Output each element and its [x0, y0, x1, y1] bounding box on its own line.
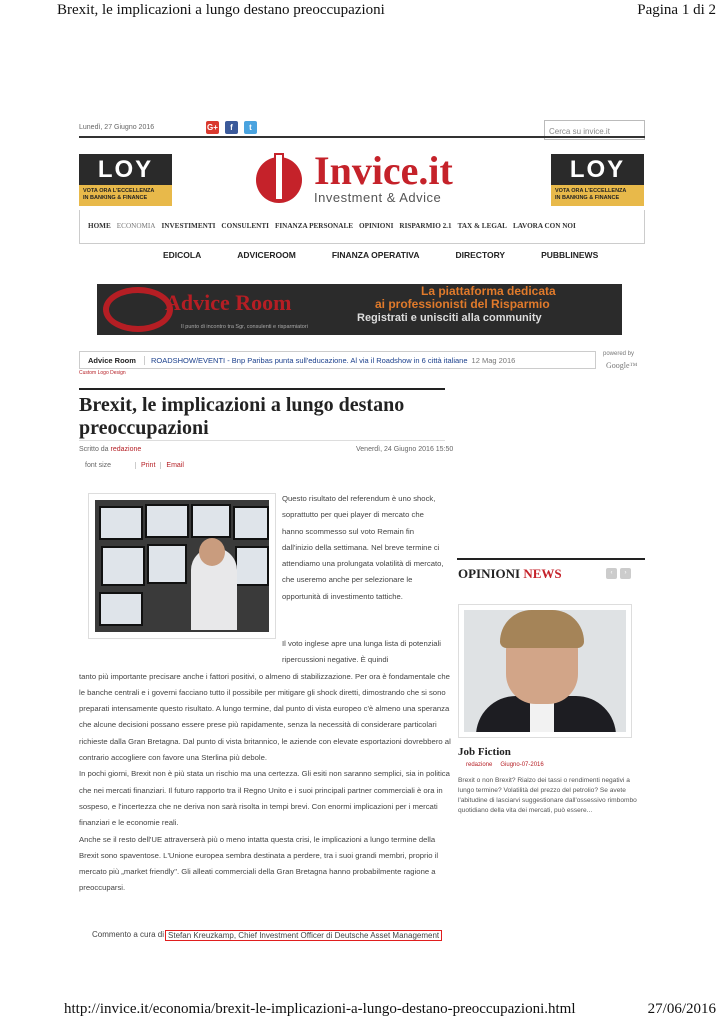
subnav-pubblinews[interactable]: PUBBLINEWS [541, 250, 599, 260]
google-plus-icon[interactable]: G+ [207, 123, 218, 132]
loy-ad-line2: IN BANKING & FINANCE [555, 195, 620, 201]
article-paragraph-2a: Il voto inglese apre una lunga lista di potenziali ripercussioni negative. È quindi [282, 639, 441, 665]
subnav-finanza-operativa[interactable]: FINANZA OPERATIVA [331, 250, 420, 260]
advice-room-logo-icon [103, 287, 173, 332]
opinioni-item-meta [466, 762, 544, 768]
loy-ad-line2: IN BANKING & FINANCE [83, 195, 148, 201]
chevron-right-icon[interactable]: › [620, 568, 631, 579]
nav-tax-legal[interactable]: TAX & LEGAL [457, 222, 507, 230]
banner-line3: Registrati e unisciti alla community [357, 312, 542, 324]
nav-consulenti[interactable]: CONSULENTI [221, 222, 269, 230]
article-paragraph-1: Questo risultato del referendum è uno shock, soprattutto per quei player di mercato che hanno scommesso sul voto Remain fin dall'inizio della settimana. Nel breve termine ci attendiamo una prolungata volatilità di mercato, che useremo anche per selezionare le opportunità di investimento tattiche. [282, 494, 444, 601]
news-ticker [79, 351, 596, 369]
email-link[interactable]: Email [160, 462, 189, 469]
logo-name: Invice.it [314, 148, 453, 193]
current-date: Lunedì, 27 Giugno 2016 [79, 124, 155, 131]
loy-ad-right[interactable] [551, 154, 644, 206]
article-divider [79, 388, 445, 390]
subnav-edicola[interactable]: EDICOLA [163, 250, 202, 260]
publish-date: Venerdì, 24 Giugno 2016 15:50 [356, 446, 454, 453]
written-by-label: Scritto da [79, 446, 109, 453]
byline [79, 446, 141, 453]
credit-name: Stefan Kreuzkamp, Chief Investment Officer di Deutsche Asset Management [165, 930, 442, 941]
banner-line4: Il punto di incontro tra Sgr, consulenti e risparmiatori [181, 324, 308, 330]
nav-risparmio[interactable]: RISPARMIO 2.1 [399, 222, 452, 230]
facebook-icon[interactable]: f [225, 121, 238, 134]
print-header-page: Pagina 1 di 2 [637, 2, 716, 18]
nav-economia[interactable]: ECONOMIA [116, 222, 156, 230]
social-links [206, 121, 257, 134]
credit-prefix: Commento a cura di [92, 930, 165, 939]
nav-finanza-personale[interactable]: FINANZA PERSONALE [274, 222, 354, 230]
opinioni-title: OPINIONI NEWS [458, 566, 562, 581]
opinioni-item-title[interactable]: Job Fiction [458, 746, 511, 758]
article-credit [92, 930, 442, 941]
search-input[interactable]: Cerca su invice.it [544, 120, 645, 140]
advice-room-banner[interactable] [97, 284, 622, 335]
article-paragraph-4: Anche se il resto dell'UE attraverserà più o meno intatta questa crisi, le implicazioni a lungo termine della Brexit sono spaventose. L'Unione europea sembra destinata a perdere, tra i suoi grandi membri, proprio il mercato più „market friendly". Gli alleati commerciali della Gran Bretagna hanno probabilmente ragione a preoccuparsi. [79, 834, 439, 893]
opinioni-item-date: Giugno-07-2016 [500, 762, 544, 768]
loy-ad-line1: VOTA ORA L'ECCELLENZA [555, 188, 627, 194]
ticker-link[interactable]: ROADSHOW/EVENTI - Bnp Paribas punta sull'educazione. Al via il Roadshow in 6 città italiane [150, 355, 468, 365]
loy-ad-left[interactable] [79, 154, 172, 206]
print-footer-date: 27/06/2016 [647, 1001, 716, 1017]
banner-line2: ai professionisti del Risparmio [375, 297, 550, 311]
opinioni-nav [606, 568, 631, 579]
opinioni-item-author[interactable]: redazione [466, 762, 493, 768]
print-footer-url: http://invice.it/economia/brexit-le-implicazioni-a-lungo-destano-preoccupazioni.html [64, 1001, 576, 1017]
sub-nav [163, 250, 598, 260]
powered-by: powered by [603, 351, 635, 357]
custom-logo-link[interactable]: Custom Logo Design [79, 370, 126, 376]
loy-ad-title: LOY [79, 154, 172, 185]
nav-opinioni[interactable]: OPINIONI [359, 222, 394, 230]
article-body [79, 636, 451, 897]
opinioni-divider [457, 558, 645, 560]
article-paragraph-2b: tanto più importante precisare anche i fattori positivi, o almeno di stabilizzazione. Per ora è fondamentale che le banche centrali e i governi facciano tutto il possibile per mitigare gli shock diretti, dimostrando che si sono preparati intensamente questo risultato. A lungo termine, dal punto di vista europeo c'è almeno una speranza che alcune decisioni possano essere prese più rapidamente, senza la necessità di considerare particolari richieste dalla Gran Bretagna. Dal punto di vista britannico, le aziende con elevate esportazioni dovrebbero al contrario accogliere con favore una Sterlina più debole. [79, 671, 451, 763]
chevron-left-icon[interactable]: ‹ [606, 568, 617, 579]
author-link[interactable]: redazione [110, 446, 142, 453]
article-tools [85, 462, 189, 469]
twitter-icon[interactable]: t [244, 121, 257, 134]
header-divider [79, 136, 645, 138]
print-footer [64, 1001, 716, 1018]
loy-ad-line1: VOTA ORA L'ECCELLENZA [83, 188, 155, 194]
subnav-directory[interactable]: DIRECTORY [455, 250, 506, 260]
opinioni-photo[interactable] [458, 604, 632, 738]
print-header-title: Brexit, le implicazioni a lungo destano preoccupazioni [57, 2, 385, 18]
font-size-control[interactable]: font size [85, 462, 112, 469]
loy-ad-title: LOY [551, 154, 644, 185]
article-paragraph-3: In pochi giorni, Brexit non è più stata un rischio ma una certezza. Gli esiti non saranno semplici, sia in politica che nei mercati finanziari. Il futuro rapporto tra il Regno Unito e i suoi principali partner commerciali è ora in sospeso, e l'incertezza che ne deriva non sarà risolta in tempi brevi. Con enormi implicazioni per i mercati finanziari e le economie reali. [79, 769, 450, 828]
logo-tagline: Investment & Advice [314, 190, 442, 205]
print-header [57, 2, 716, 19]
print-link[interactable]: Print [135, 462, 160, 469]
banner-line1: La piattaforma dedicata [421, 284, 556, 298]
nav-lavora-con-noi[interactable]: LAVORA CON NOI [512, 222, 576, 230]
title-divider [79, 440, 445, 441]
nav-investimenti[interactable]: INVESTIMENTI [161, 222, 216, 230]
opinioni-item-text: Brexit o non Brexit? Rialzo dei tassi o rendimenti negativi a lungo termine? Volatilità del prezzo del petrolio? Se avete l'abitudine di lasciarvi suggestionare dall'ossessivo rimbombo quotidiano della vita dei mercati, può essere... [458, 777, 637, 814]
main-nav [88, 222, 576, 230]
article-title: Brexit, le implicazioni a lungo destano preoccupazioni [79, 394, 405, 439]
banner-brand: Advice Room [165, 290, 292, 315]
nav-home[interactable]: HOME [88, 222, 111, 230]
ticker-label: Advice Room [80, 356, 145, 365]
google-logo: Google™ [606, 361, 638, 370]
subnav-adviceroom[interactable]: ADVICEROOM [237, 250, 296, 260]
site-logo[interactable] [256, 148, 468, 207]
article-photo [88, 493, 276, 639]
ticker-date: 12 Mag 2016 [471, 355, 516, 365]
